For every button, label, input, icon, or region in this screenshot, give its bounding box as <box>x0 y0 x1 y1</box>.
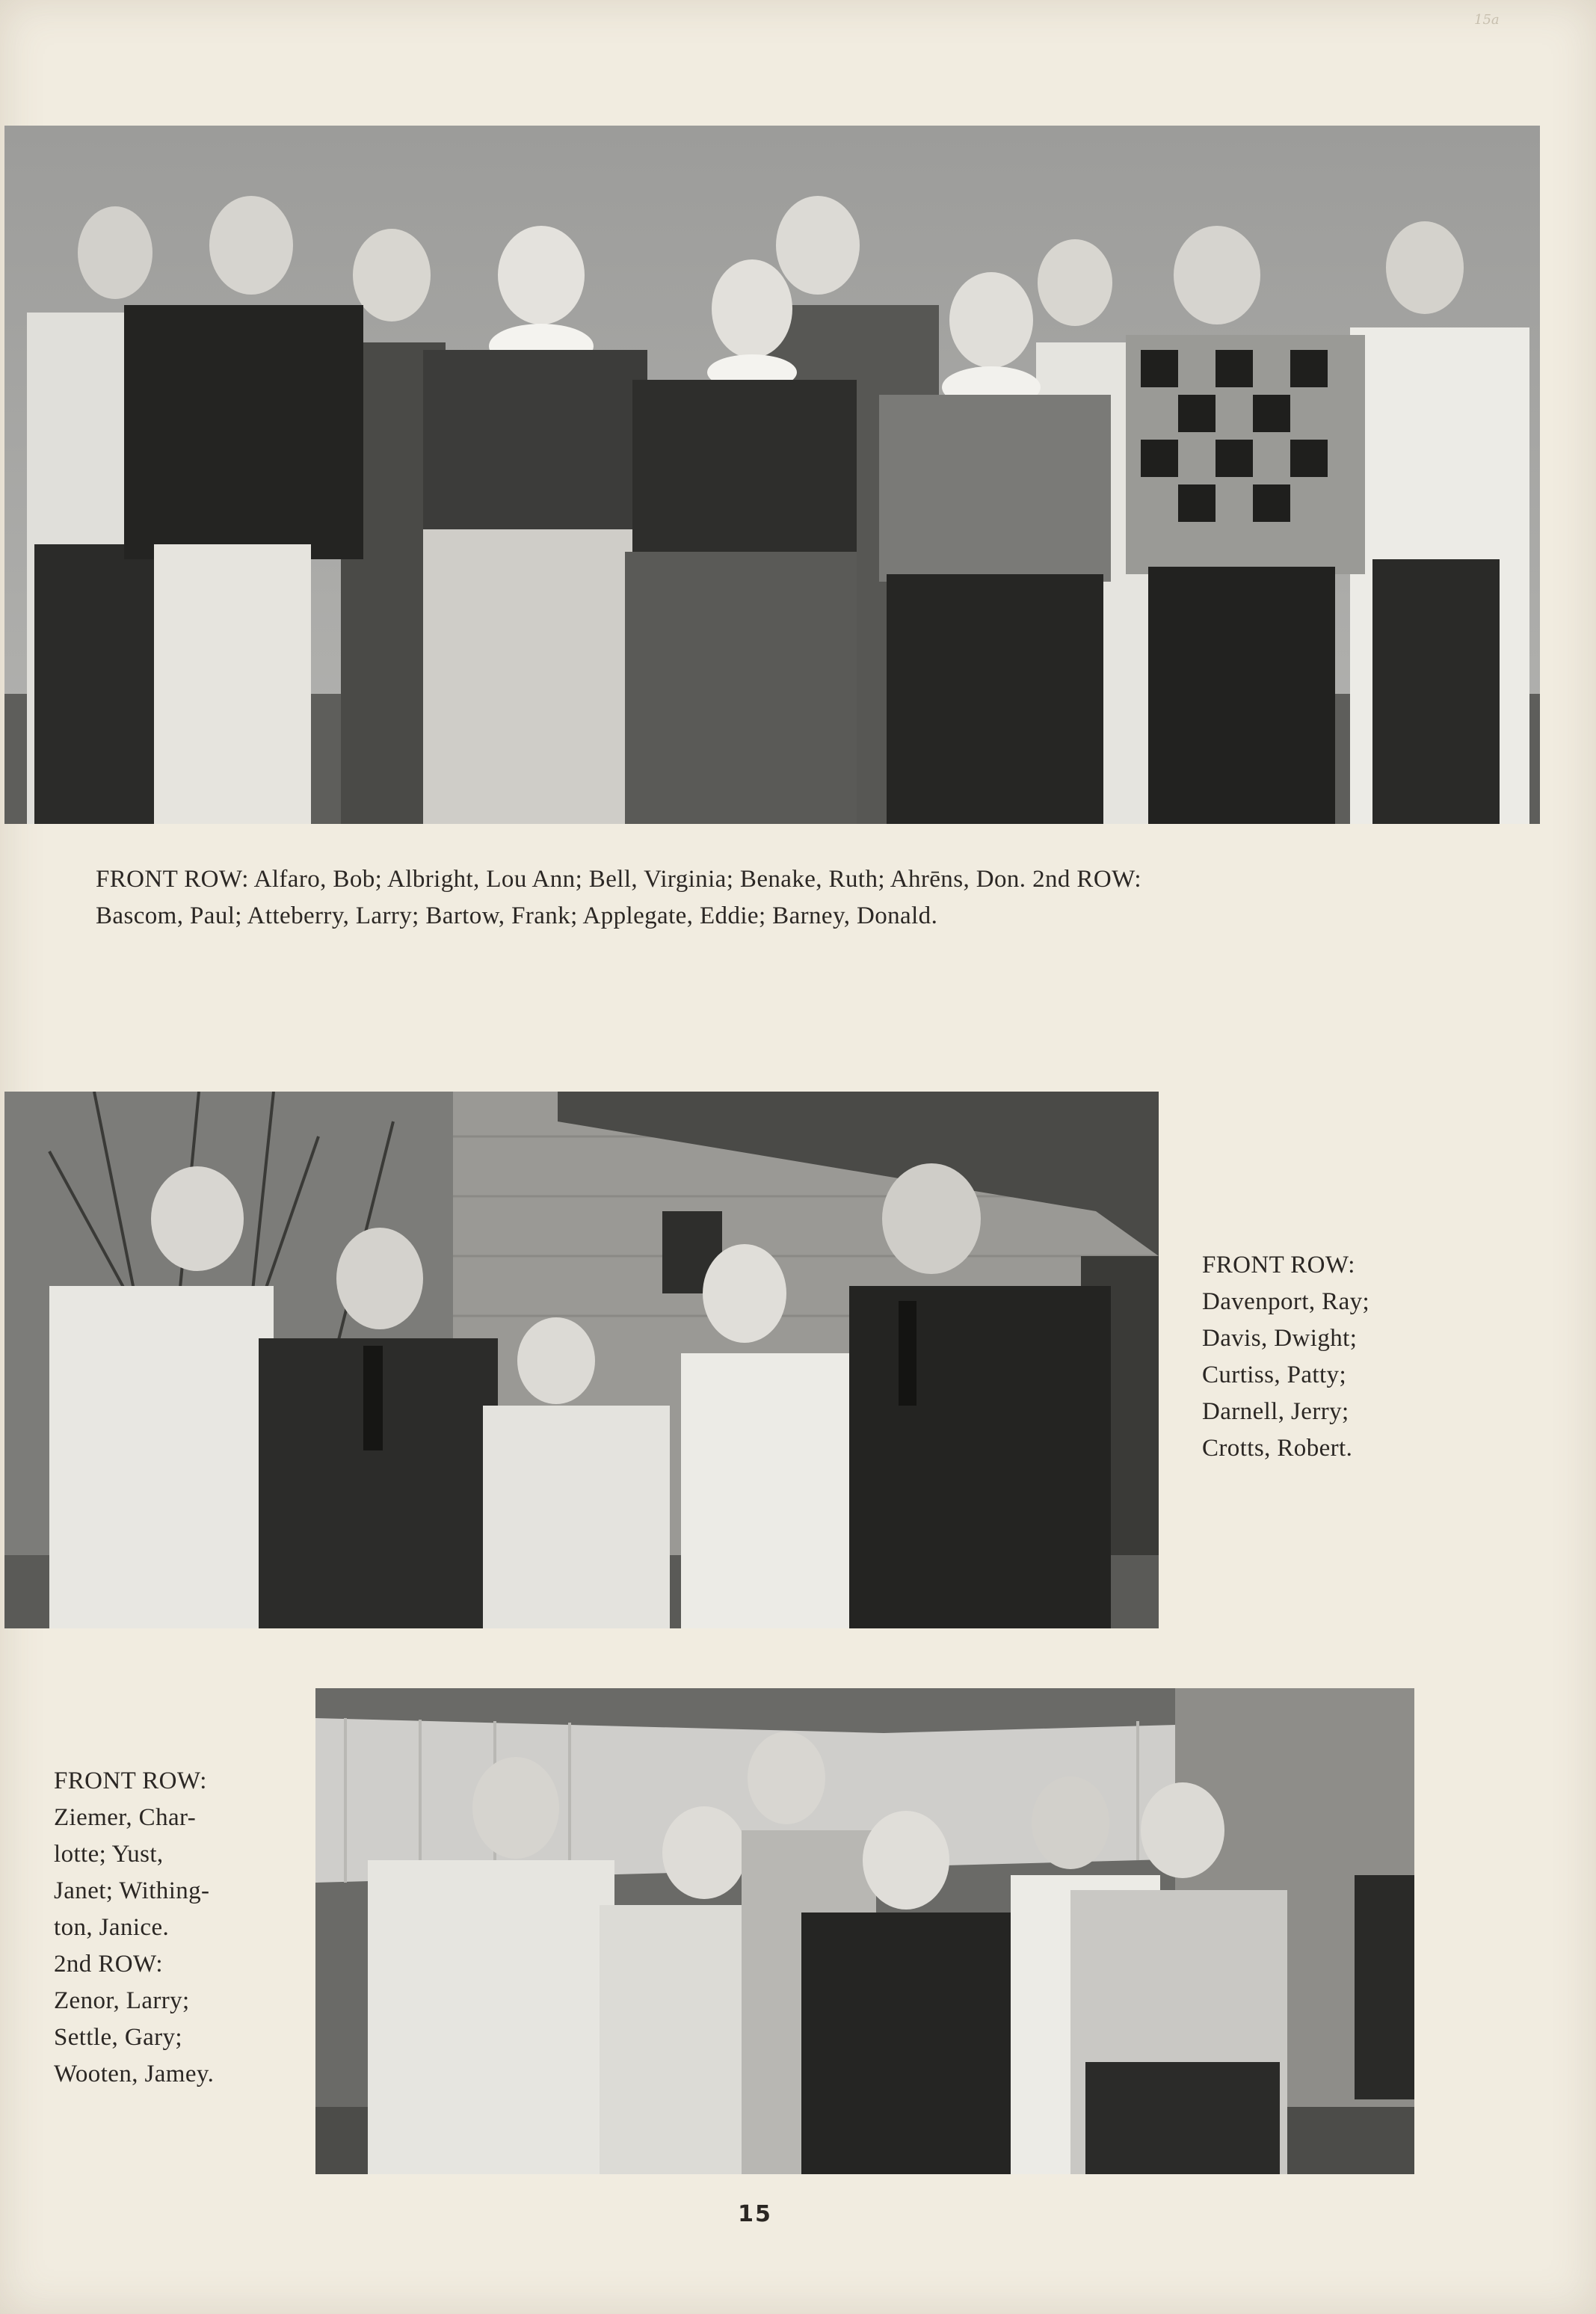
caption-photo-3-line-4: Janet; Withing- <box>54 1877 210 1904</box>
caption-photo-3-line-2: Ziemer, Char- <box>54 1804 197 1831</box>
caption-photo-2-line-4: Curtiss, Patty; <box>1202 1361 1347 1388</box>
group-photo-3 <box>315 1688 1414 2174</box>
caption-photo-1-line-1: FRONT ROW: Alfaro, Bob; Albright, Lou Ann; Bell, Virginia; Benake, Ruth; Ahrēns, Don. 2nd ROW: <box>96 866 1141 893</box>
caption-photo-3-line-7: Zenor, Larry; <box>54 1987 190 2014</box>
caption-photo-2-line-3: Davis, Dwight; <box>1202 1325 1358 1352</box>
caption-photo-1 <box>96 861 1411 935</box>
caption-photo-3-line-1: FRONT ROW: <box>54 1767 207 1794</box>
caption-photo-2 <box>1202 1247 1516 1467</box>
caption-photo-1-line-2: Bascom, Paul; Atteberry, Larry; Bartow, Frank; Applegate, Eddie; Barney, Donald. <box>96 902 938 929</box>
caption-photo-3-line-9: Wooten, Jamey. <box>54 2061 215 2087</box>
caption-photo-3-line-5: ton, Janice. <box>54 1914 170 1941</box>
caption-photo-2-line-2: Davenport, Ray; <box>1202 1288 1370 1315</box>
group-photo-2 <box>4 1092 1159 1628</box>
corner-pencil-mark: 15a <box>1474 12 1500 28</box>
caption-photo-3-line-3: lotte; Yust, <box>54 1841 164 1868</box>
caption-photo-2-line-5: Darnell, Jerry; <box>1202 1398 1349 1425</box>
page-number: 15 <box>738 2201 772 2227</box>
caption-photo-2-line-1: FRONT ROW: <box>1202 1252 1355 1278</box>
group-photo-1 <box>4 126 1540 824</box>
caption-photo-3-line-6: 2nd ROW: <box>54 1951 163 1978</box>
caption-photo-3 <box>54 1763 286 2093</box>
caption-photo-3-line-8: Settle, Gary; <box>54 2024 182 2051</box>
caption-photo-2-line-6: Crotts, Robert. <box>1202 1435 1353 1462</box>
